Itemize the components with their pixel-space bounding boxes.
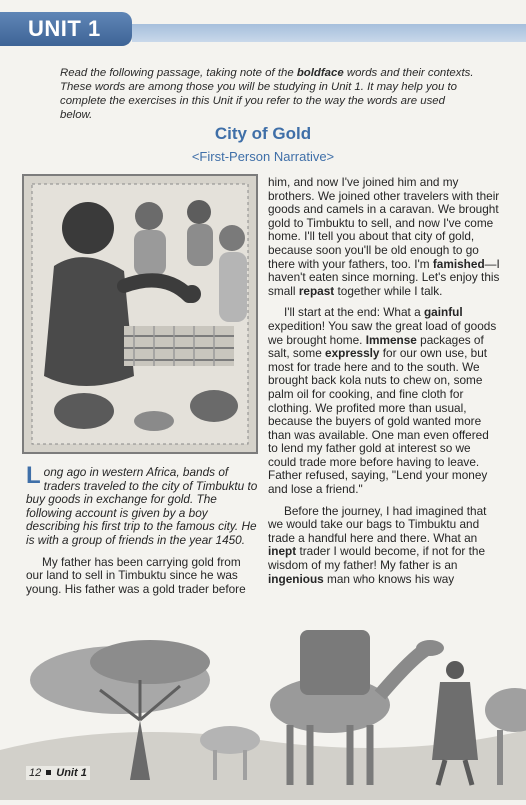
vocab-expressly: expressly [325, 346, 380, 361]
intro-bold-word: boldface [296, 67, 344, 79]
passage-subtitle: <First-Person Narrative> [191, 149, 335, 164]
paragraph-1: My father has been carrying gold from our land to sell in Timbuktu since he was young. His father was a gold trader before [26, 554, 246, 596]
text: —I haven't eaten since morning. Let's enjoy this small [268, 256, 500, 298]
vocab-ingenious: ingenious [268, 571, 324, 586]
intro-instructions [60, 66, 480, 122]
vocab-inept: inept [268, 544, 297, 559]
paragraph-3 [268, 306, 500, 496]
vocab-famished: famished [432, 256, 485, 271]
text: packages of salt, some [268, 332, 484, 361]
intro-text-2: words and their contexts. These words are among those you will be studying in Unit 1. It may help you to complete the exercises in this Unit if you refer to the way the words are used below. [60, 67, 474, 121]
header-strip [132, 24, 526, 42]
lead-paragraph [26, 462, 258, 548]
text: I'll start at the end: What a [284, 305, 424, 320]
text: Before the journey, I had imagined that we would take our bags to Timbuktu and trade a handful here and there. What an [268, 503, 487, 545]
text: him, and now I've joined him and my brothers. We joined other travelers with their goods and camels in a caravan. We brought gold to Timbuktu to sell, and now I've come home. I'll tell you about that city of gold, because soon you'll be old enough to go there with your fathers, too. I'm [268, 175, 500, 271]
text: man who knows his way [323, 571, 455, 586]
text: expedition! You saw the great load of goods we brought home. [268, 318, 497, 347]
paragraph-2 [268, 176, 500, 298]
page-footer [26, 766, 90, 780]
intro-text-1: Read the following passage, taking note of the [60, 67, 297, 79]
vocab-gainful: gainful [423, 305, 463, 320]
text: for our own use, but most for trade here and to the south. We brought back kola nuts to chew on, some palm oil for cooking, and fine cloth for clothing. We profited more than usual, because the buyers of gold wanted more than was available. One man even offered to lend my father gold at interest so we could trade more before having to leave. Father refused, saying, "Lend your money and lose a friend." [268, 346, 489, 497]
footer-unit: Unit 1 [56, 767, 87, 779]
square-bullet-icon [46, 770, 51, 775]
text: trader I would become, if not for the wisdom of my father! My father is an [268, 544, 486, 573]
right-column [268, 176, 500, 594]
passage-title: City of Gold [214, 124, 312, 143]
drop-cap: L [26, 462, 41, 489]
unit-label: UNIT 1 [28, 16, 101, 41]
vocab-repast: repast [298, 283, 335, 298]
storytelling-illustration [22, 174, 258, 454]
paragraph-4 [268, 505, 500, 587]
lead-text: ong ago in western Africa, bands of traders traveled to the city of Timbuktu to buy goods in exchange for gold. The following account is given by a boy describing his first trip to the famous city. He is with a group of friends in the year 1450. [26, 465, 258, 547]
unit-tab [0, 12, 132, 46]
text: together while I talk. [334, 283, 443, 298]
page-number: 12 [29, 767, 42, 779]
left-column [26, 462, 258, 596]
vocab-immense: Immense [365, 332, 417, 347]
